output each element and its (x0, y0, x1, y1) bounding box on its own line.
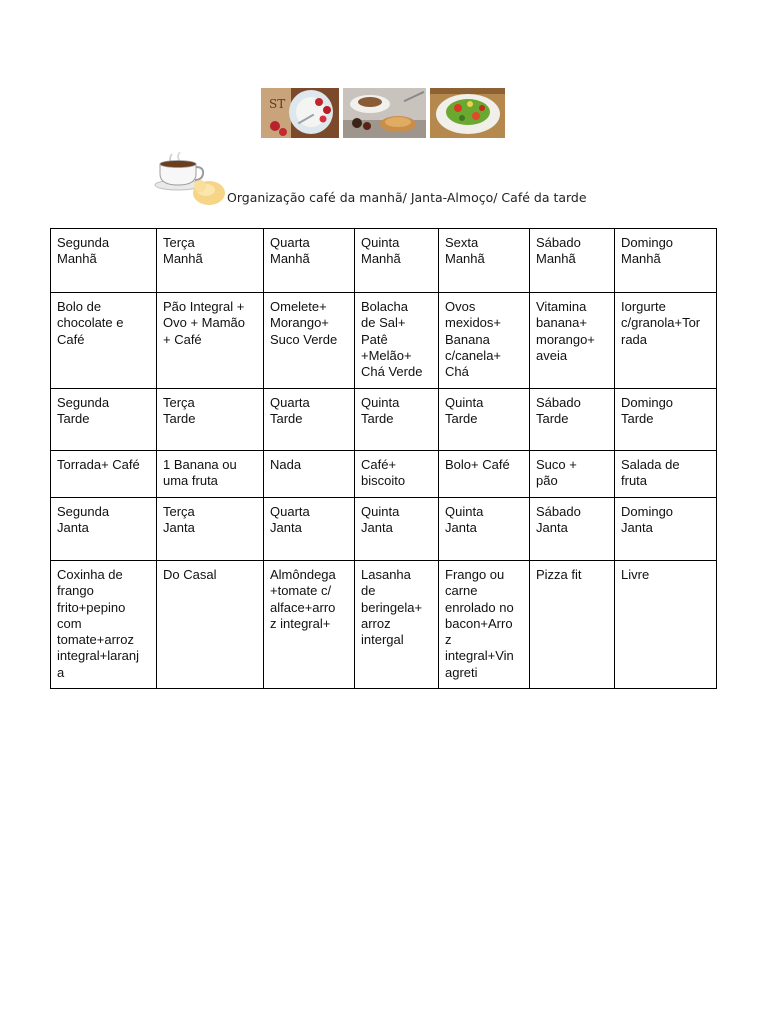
cell-text: Frango ou carne enrolado no bacon+Arro z integral+Vin agreti (445, 567, 514, 680)
cell-text: 1 Banana ou uma fruta (163, 457, 237, 489)
meal-cell (264, 451, 355, 498)
cell-text: Omelete+ Morango+ Suco Verde (270, 299, 338, 347)
day-period-cell (51, 389, 157, 451)
table-row-meal (51, 293, 717, 389)
meal-cell (615, 293, 717, 389)
cell-text: Sábado Manhã (536, 235, 581, 267)
cell-text: Quinta Tarde (361, 395, 400, 427)
cell-text: Pão Integral + Ovo + Mamão + Café (163, 299, 246, 347)
day-period-cell (439, 389, 530, 451)
day-period-cell (355, 498, 439, 561)
meal-cell (51, 451, 157, 498)
meal-cell (439, 293, 530, 389)
cell-text: Vitamina banana+ morango+ aveia (536, 299, 595, 363)
table-row-header (51, 389, 717, 451)
cell-text: Quarta Janta (270, 504, 310, 536)
table-body (51, 229, 717, 689)
cell-text: Segunda Manhã (57, 235, 110, 267)
meal-cell (157, 293, 264, 389)
table-row-header (51, 498, 717, 561)
cell-text: Quinta Manhã (361, 235, 401, 267)
cell-text: Bolo+ Café (445, 457, 510, 472)
cell-text: Sábado Janta (536, 504, 581, 536)
meal-cell (264, 293, 355, 389)
meal-cell (355, 451, 439, 498)
cell-text: Bolo de chocolate e Café (57, 299, 124, 347)
meal-cell (615, 561, 717, 689)
day-period-cell (615, 498, 717, 561)
cell-text: Domingo Janta (621, 504, 674, 536)
cell-text: Iorgurte c/granola+Tor rada (621, 299, 701, 347)
day-period-cell (530, 498, 615, 561)
cell-text: Segunda Tarde (57, 395, 110, 427)
day-period-cell (355, 229, 439, 293)
meal-cell (530, 293, 615, 389)
day-period-cell (530, 389, 615, 451)
meal-cell (157, 451, 264, 498)
meal-cell (51, 561, 157, 689)
day-period-cell (530, 229, 615, 293)
weekly-meal-plan-table (50, 228, 717, 689)
cell-text: Quarta Tarde (270, 395, 310, 427)
meal-cell (355, 561, 439, 689)
svg-text:ST: ST (269, 97, 286, 111)
cell-text: Quinta Janta (361, 504, 400, 536)
page-heading: Organização café da manhã/ Janta-Almoço/ Café da tarde (227, 190, 587, 205)
salad-plate-photo (430, 88, 505, 138)
day-period-cell (264, 498, 355, 561)
cell-text: Quinta Tarde (445, 395, 484, 427)
day-period-cell (264, 389, 355, 451)
day-period-cell (51, 498, 157, 561)
cell-text: Salada de fruta (621, 457, 680, 489)
cell-text: Almôndega +tomate c/ alface+arro z integral+ (270, 567, 336, 631)
meal-cell (157, 561, 264, 689)
cell-text: Ovos mexidos+ Banana c/canela+ Chá (445, 299, 502, 380)
cell-text: Coxinha de frango frito+pepino com tomate+arroz integral+laranj a (57, 567, 140, 680)
cell-text: Quarta Manhã (270, 235, 310, 267)
day-period-cell (615, 229, 717, 293)
day-period-cell (157, 229, 264, 293)
cell-text: Terça Janta (163, 504, 195, 536)
food-photos-strip (261, 88, 505, 138)
meal-cell (530, 561, 615, 689)
day-period-cell (615, 389, 717, 451)
cell-text: Nada (270, 457, 302, 472)
day-period-cell (264, 229, 355, 293)
cell-text: Sexta Manhã (445, 235, 485, 267)
meal-cell (530, 451, 615, 498)
table-row-meal (51, 561, 717, 689)
day-period-cell (157, 389, 264, 451)
cell-text: Bolacha de Sal+ Patê +Melão+ Chá Verde (361, 299, 423, 380)
table-row-header (51, 229, 717, 293)
meal-cell (355, 293, 439, 389)
meal-cell (439, 451, 530, 498)
meal-cell (439, 561, 530, 689)
day-period-cell (157, 498, 264, 561)
table-row-meal (51, 451, 717, 498)
day-period-cell (439, 229, 530, 293)
coffee-and-croissant-photo (343, 88, 426, 138)
day-period-cell (51, 229, 157, 293)
cell-text: Suco + pão (536, 457, 577, 489)
meal-cell (264, 561, 355, 689)
cell-text: Terça Manhã (163, 235, 203, 267)
cell-text: Domingo Tarde (621, 395, 674, 427)
cell-text: Quinta Janta (445, 504, 484, 536)
cell-text: Sábado Tarde (536, 395, 581, 427)
cell-text: Torrada+ Café (57, 457, 140, 472)
breakfast-plate-photo (261, 88, 339, 138)
day-period-cell (355, 389, 439, 451)
meal-cell (615, 451, 717, 498)
meal-cell (51, 293, 157, 389)
cell-text: Pizza fit (536, 567, 582, 582)
cell-text: Lasanha de beringela+ arroz intergal (361, 567, 423, 648)
cell-text: Livre (621, 567, 650, 582)
coffee-cup-and-bread-clipart (152, 152, 226, 206)
cell-text: Segunda Janta (57, 504, 110, 536)
cell-text: Terça Tarde (163, 395, 196, 427)
cell-text: Café+ biscoito (361, 457, 406, 489)
cell-text: Do Casal (163, 567, 217, 582)
cell-text: Domingo Manhã (621, 235, 674, 267)
day-period-cell (439, 498, 530, 561)
